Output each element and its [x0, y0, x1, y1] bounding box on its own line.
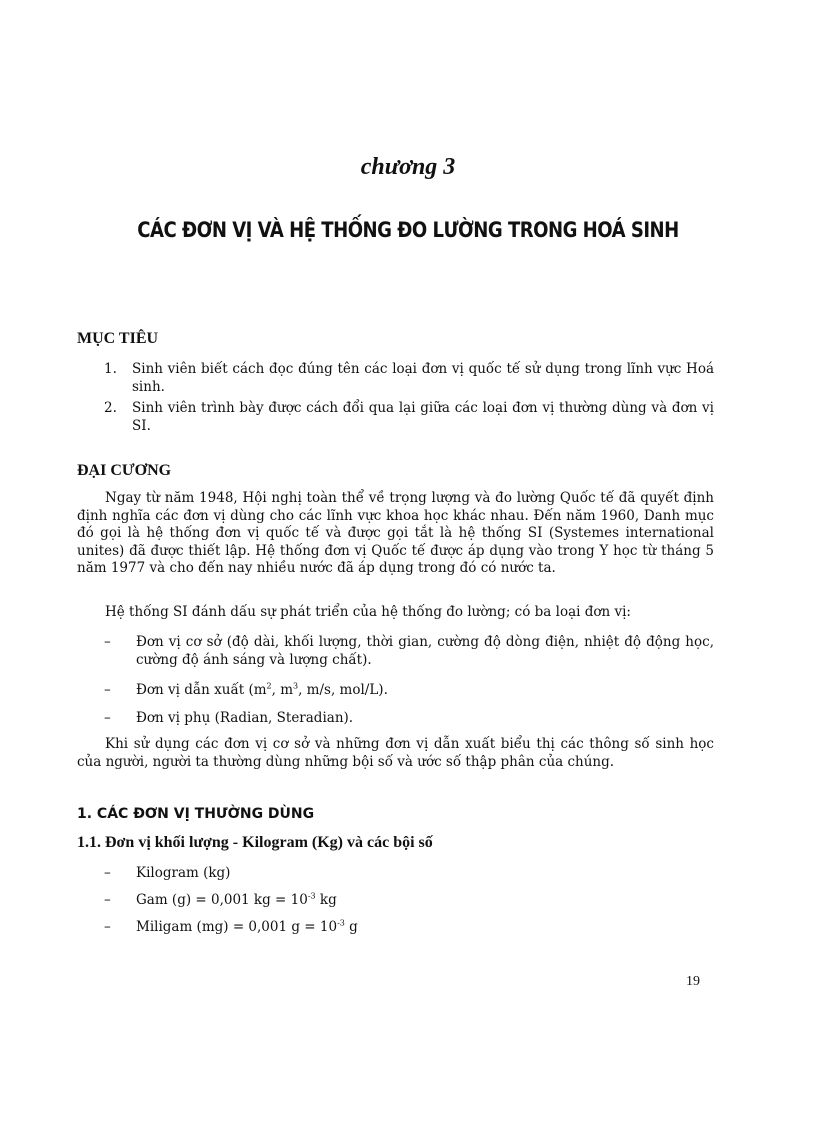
- dash-bullet: –: [104, 865, 111, 881]
- list-item: [104, 633, 714, 669]
- objective-text: Sinh viên trình bày được cách đổi qua lại giữa các loại đơn vị thường dùng và đơn vị SI.: [132, 400, 714, 434]
- objective-text: Sinh viên biết cách đọc đúng tên các loại đơn vị quốc tế sử dụng trong lĩnh vực Hoá sinh.: [132, 361, 714, 395]
- paragraph-text: Ngay từ năm 1948, Hội nghị toàn thể về trọng lượng và đo lường Quốc tế đã quyết định định nghĩa các đơn vị dùng cho các lĩnh vực khoa học khác nhau. Đến năm 1960, Danh mục đó gọi là hệ thống đơn vị quốc tế và được gọi tắt là hệ thống SI (Systemes international unites) đã được thiết lập. Hệ thống đơn vị Quốc tế được áp dụng vào trong Y học từ tháng 5 năm 1977 và cho đến nay nhiều nước đã áp dụng trong đó có nước ta.: [77, 490, 714, 576]
- overview-heading: ĐẠI CƯƠNG: [77, 462, 172, 479]
- section-1-1-heading: 1.1. Đơn vị khối lượng - Kilogram (Kg) và các bội số: [77, 834, 433, 851]
- unit-type-derived: Đơn vị dẫn xuất ($m^2$, $m^3$, m/s, mol/L).: [136, 681, 388, 698]
- list-item: [104, 891, 714, 909]
- dash-bullet: –: [104, 892, 111, 908]
- unit-types-list: [104, 633, 714, 669]
- list-item: [104, 681, 714, 699]
- objective-number: 1.: [104, 361, 117, 377]
- dash-bullet: –: [104, 710, 111, 726]
- dash-bullet: –: [104, 919, 111, 935]
- list-item: [104, 864, 714, 882]
- page-number: 19: [686, 974, 700, 989]
- overview-paragraph-3: [77, 736, 714, 771]
- unit-gam: Gam (g) = 0,001 kg = $10^{-3}$ kg: [136, 891, 337, 908]
- objectives-list: [104, 361, 714, 439]
- paragraph-text: Khi sử dụng các đơn vị cơ sở và những đơn vị dẫn xuất biểu thị các thông số sinh học của người, người ta thường dùng những bội số và ước số thập phân của chúng.: [77, 736, 714, 770]
- unit-type-supplementary: Đơn vị phụ (Radian, Steradian).: [136, 710, 354, 726]
- list-item: [104, 709, 714, 727]
- objective-number: 2.: [104, 400, 117, 416]
- unit-type-base: Đơn vị cơ sở (độ dài, khối lượng, thời gian, cường độ dòng điện, nhiệt độ động học, cường độ ánh sáng và lượng chất).: [136, 634, 714, 668]
- chapter-label: chương 3: [360, 154, 456, 180]
- unit-types-list-2: [104, 681, 714, 699]
- objectives-heading: MỤC TIÊU: [77, 330, 159, 347]
- section-1-heading: 1. CÁC ĐƠN VỊ THƯỜNG DÙNG: [77, 806, 315, 822]
- objective-item: [104, 400, 714, 435]
- unit-types-list-3: [104, 709, 714, 727]
- list-item: [104, 918, 714, 936]
- unit-miligam: Miligam (mg) = 0,001 $g = 10^{-3}$ g: [136, 918, 358, 935]
- dash-bullet: –: [104, 634, 111, 650]
- chapter-title: CÁC ĐƠN VỊ VÀ HỆ THỐNG ĐO LƯỜNG TRONG HOÁ SINH: [137, 218, 679, 242]
- overview-paragraph-2: [77, 604, 714, 622]
- unit-kilogram: Kilogram (kg): [136, 865, 231, 881]
- mass-units-list: [104, 864, 714, 936]
- dash-bullet: –: [104, 682, 111, 698]
- objective-item: [104, 361, 714, 396]
- overview-paragraph-1: [77, 490, 714, 578]
- paragraph-text: Hệ thống SI đánh dấu sự phát triển của hệ thống đo lường; có ba loại đơn vị:: [105, 604, 631, 620]
